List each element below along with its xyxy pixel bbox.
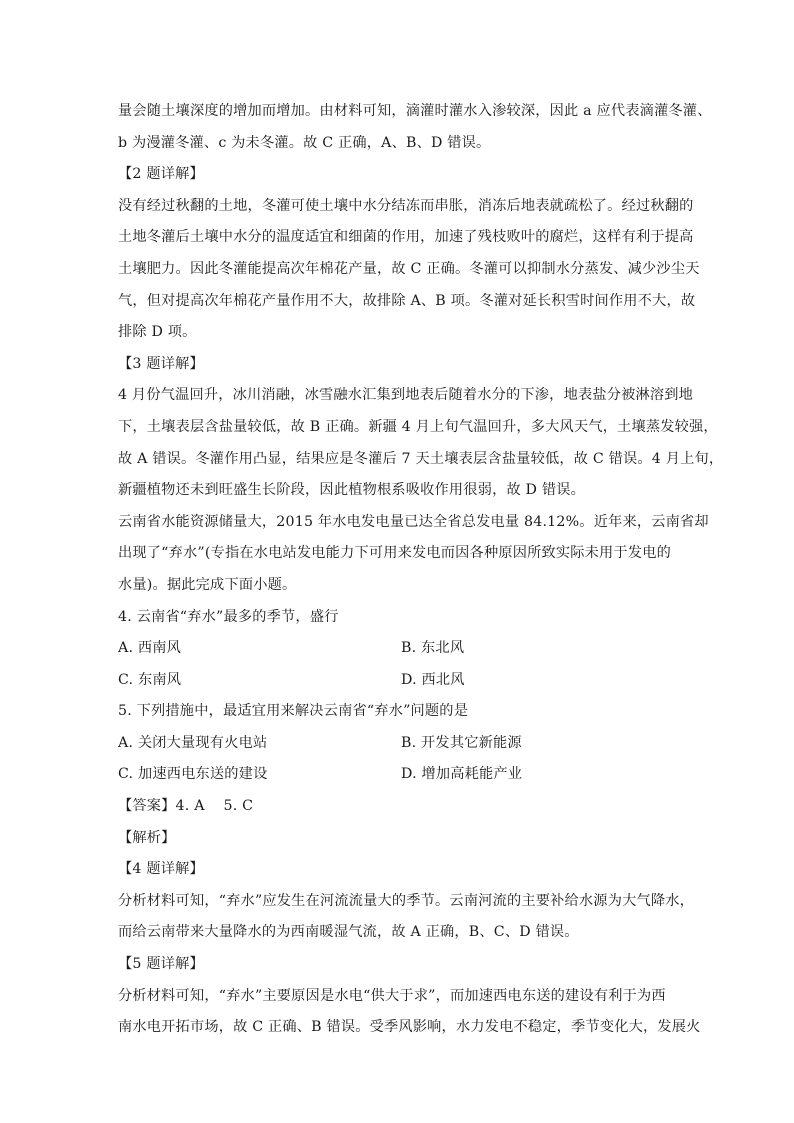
text-line: 4 月份气温回升，冰川消融，冰雪融水汇集到地表后随着水分的下渗，地表盐分被淋溶到地 <box>118 387 694 404</box>
option-a: A. 关闭大量现有火电站 <box>118 734 268 751</box>
section-heading-q5: 【5 题详解】 <box>118 956 204 973</box>
text-line: 而给云南带来大量降水的为西南暖湿气流，故 A 正确，B、C、D 错误。 <box>118 924 579 941</box>
option-c: C. 加速西电东送的建设 <box>118 766 268 783</box>
document-page <box>118 96 724 1044</box>
option-d: D. 西北风 <box>401 671 465 688</box>
option-c: C. 东南风 <box>118 671 182 688</box>
text-line: 故 A 错误。冬灌作用凸显，结果应是冬灌后 7 天土壤表层含盐量较低，故 C 错误。4 月上旬， <box>118 450 724 467</box>
answer-line: 【答案】4. A 5. C <box>118 798 254 815</box>
text-line: 分析材料可知，“弃水”主要原因是水电“供大于求”，而加速西电东送的建设有利于为西 <box>118 987 666 1004</box>
text-line: 下，土壤表层含盐量较低，故 B 正确。新疆 4 月上旬气温回升，多大风天气，土壤蒸发较强， <box>118 418 718 435</box>
text-line: 新疆植物还未到旺盛生长阶段，因此植物根系吸收作用很弱，故 D 错误。 <box>118 482 586 499</box>
text-line: 土壤肥力。因此冬灌能提高次年棉花产量，故 C 正确。冬灌可以抑制水分蒸发、减少沙尘天 <box>118 260 700 277</box>
text-line: 没有经过秋翻的土地，冬灌可使土壤中水分结冻而串胀，消冻后地表就疏松了。经过秋翻的 <box>118 197 694 214</box>
text-block-1 <box>118 96 724 633</box>
option-b: B. 开发其它新能源 <box>401 734 522 751</box>
text-line: b 为漫灌冬灌、c 为未冬灌。故 C 正确，A、B、D 错误。 <box>118 134 491 151</box>
question-4-stem: 4. 云南省“弃水”最多的季节，盛行 <box>118 608 339 625</box>
text-line: 水量)。据此完成下面小题。 <box>118 576 297 593</box>
text-block-2 <box>118 791 701 1044</box>
option-b: B. 东北风 <box>401 640 465 657</box>
text-line: 土地冬灌后土壤中水分的温度适宜和细菌的作用，加速了残枝败叶的腐烂，这样有利于提高 <box>118 229 694 246</box>
text-line: 云南省水能资源储量大，2015 年水电发电量已达全省总发电量 84.12%。近年来，云南省却 <box>118 513 709 530</box>
text-line: 出现了“弃水”(专指在水电站发电能力下可用来发电而因各种原因所致实际未用于发电的 <box>118 545 671 562</box>
analysis-heading: 【解析】 <box>118 829 176 846</box>
text-line: 分析材料可知，“弃水”应发生在河流流量大的季节。云南河流的主要补给水源为大气降水， <box>118 892 695 909</box>
question-4-options <box>118 633 684 696</box>
section-heading-q3: 【3 题详解】 <box>118 355 204 372</box>
text-line: 南水电开拓市场，故 C 正确、B 错误。受季风影响，水力发电不稳定，季节变化大，发展火 <box>118 1019 701 1036</box>
question-5-stem: 5. 下列措施中，最适宜用来解决云南省“弃水”问题的是 <box>118 703 469 720</box>
section-heading-q2: 【2 题详解】 <box>118 166 204 183</box>
text-line: 气，但对提高次年棉花产量作用不大，故排除 A、B 项。冬灌对延长积雪时间作用不大，故 <box>118 292 696 309</box>
option-a: A. 西南风 <box>118 640 182 657</box>
question-5-options <box>118 728 684 791</box>
option-d: D. 增加高耗能产业 <box>401 766 523 783</box>
text-line: 排除 D 项。 <box>118 324 197 341</box>
section-heading-q4: 【4 题详解】 <box>118 861 204 878</box>
text-line: 量会随土壤深度的增加而增加。由材料可知，滴灌时灌水入渗较深，因此 a 应代表滴灌冬灌、 <box>118 103 712 119</box>
